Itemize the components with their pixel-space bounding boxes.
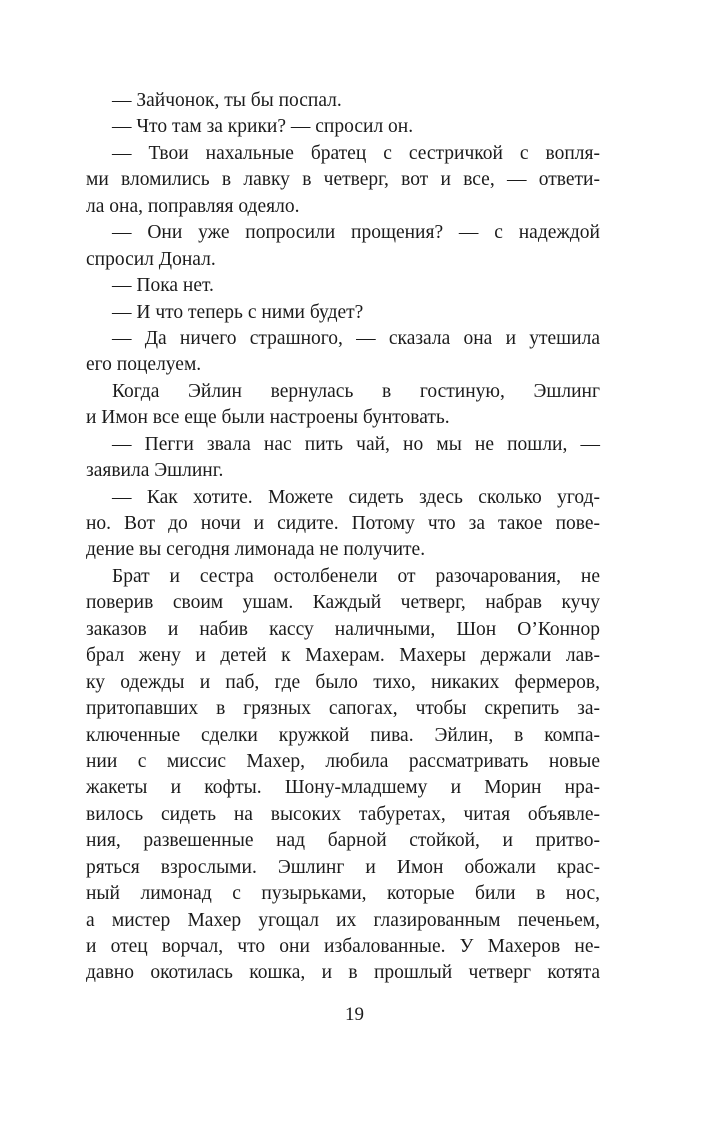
text-line: брал жену и детей к Махерам. Махеры держали лав- [86,645,600,667]
text-line: спросил Донал. [86,248,216,270]
text-line: жакеты и кофты. Шону-младшему и Морин нра- [86,777,600,799]
text-line: — Как хотите. Можете сидеть здесь сколько угод- [112,486,600,508]
text-line: — Что там за крики? — спросил он. [112,116,414,138]
text-line: — Да ничего страшного, — сказала она и утешила [112,327,600,349]
text-line: — Пегги звала нас пить чай, но мы не пошли, — [112,433,600,455]
text-line: давно окотилась кошка, и в прошлый четверг котята [86,962,600,984]
text-line: ряться взрослыми. Эшлинг и Имон обожали крас- [86,856,600,878]
text-line: но. Вот до ночи и сидите. Потому что за такое пове- [86,513,600,534]
text-line: — Они уже попросили прощения? — с надеждой [112,222,600,244]
text-line: — Пока нет. [112,275,214,297]
text-line: ку одежды и паб, где было тихо, никаких фермеров, [86,671,600,693]
page-number: 19 [345,1004,364,1025]
text-line: ла она, поправляя одеяло. [86,195,300,217]
text-line: и Имон все еще были настроены бунтовать. [86,407,450,429]
text-line: поверив своим ушам. Каждый четверг, набрав кучу [86,592,600,614]
text-line: ный лимонад с пузырьками, которые били в нос, [86,883,600,905]
text-line: Когда Эйлин вернулась в гостиную, Эшлинг [112,380,600,402]
text-line: нии с миссис Махер, любила рассматривать новые [86,750,600,772]
text-line: заказов и набив кассу наличными, Шон О’Коннор [86,618,600,640]
text-line: его поцелуем. [86,354,202,376]
text-line: — Зайчонок, ты бы поспал. [112,90,342,111]
text-line: притопавших в грязных сапогах, чтобы скрепить за- [86,698,600,720]
text-line: вилось сидеть на высоких табуретах, читая объявле- [86,803,600,825]
body-text [86,88,600,987]
text-line: — Твои нахальные братец с сестричкой с вопля- [112,142,600,164]
text-line: ключенные сделки кружкой пива. Эйлин, в компа- [86,724,600,746]
text-line: заявила Эшлинг. [86,460,224,482]
text-line: и отец ворчал, что они избалованные. У Махеров не- [86,936,600,957]
text-line: Брат и сестра остолбенели от разочарования, не [112,565,600,587]
text-line: — И что теперь с ними будет? [112,301,364,323]
text-line: ния, развешенные над барной стойкой, и притво- [86,830,600,852]
text-line: ми вломились в лавку в четверг, вот и все, — ответи- [86,169,600,191]
text-line: а мистер Махер угощал их глазированным печеньем, [86,909,600,931]
text-line: дение вы сегодня лимонада не получите. [86,539,426,561]
